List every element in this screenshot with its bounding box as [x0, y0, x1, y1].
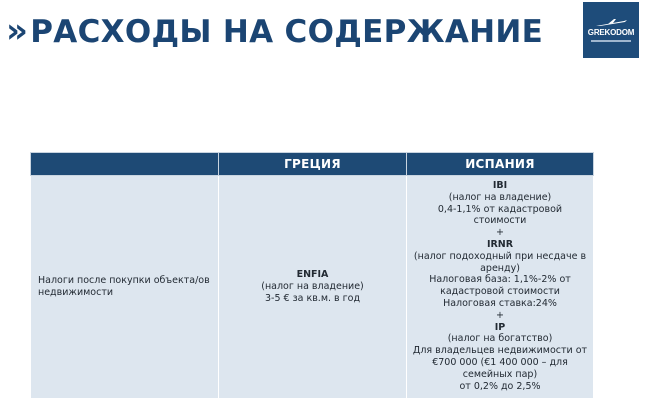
- spain-line: +: [496, 227, 504, 239]
- greece-cell: [219, 176, 407, 399]
- row-label: Налоги после покупки объекта/ов недвижимости: [31, 176, 219, 399]
- spain-line: IBI: [492, 180, 508, 191]
- header-greece: ГРЕЦИЯ: [219, 153, 407, 176]
- spain-line: от 0,2% до 2,5%: [459, 380, 541, 392]
- spain-line: (налог на владение): [448, 191, 552, 203]
- logo-text: GREKODOM: [587, 28, 635, 37]
- title-text: РАСХОДЫ НА СОДЕРЖАНИЕ: [30, 14, 544, 50]
- greece-line: ENFIA: [296, 269, 329, 281]
- spain-line: IRNR: [486, 238, 514, 250]
- plane-icon: [594, 18, 628, 28]
- spain-line: Налоговая база: 1,1%-2% от кадастровой стоимости: [429, 274, 571, 298]
- spain-line: (налог подоходный при несдаче в аренду): [413, 250, 587, 274]
- spain-line: +: [496, 309, 504, 321]
- title-chevron: »: [6, 11, 29, 51]
- greece-line: 3-5 € за кв.м. в год: [264, 293, 361, 305]
- header-spain: ИСПАНИЯ: [407, 153, 594, 176]
- header-empty: [31, 153, 219, 176]
- spain-line: Налоговая ставка:24%: [443, 297, 557, 309]
- logo-underline: [591, 40, 631, 42]
- costs-table: [30, 152, 594, 399]
- greece-line: (налог на владение): [261, 281, 364, 293]
- spain-line: 0,4-1,1% от кадастровой стоимости: [437, 203, 563, 227]
- table-row: [31, 176, 594, 399]
- spain-line: (налог на богатство): [447, 333, 553, 345]
- spain-line: Для владельцев недвижимости от €700 000 (€1 400 000 – для семейных пар): [412, 345, 588, 380]
- company-logo: [583, 2, 639, 58]
- table-header-row: [31, 153, 594, 176]
- spain-line: IP: [494, 321, 506, 333]
- page-title: [6, 8, 543, 55]
- spain-cell: [407, 176, 594, 399]
